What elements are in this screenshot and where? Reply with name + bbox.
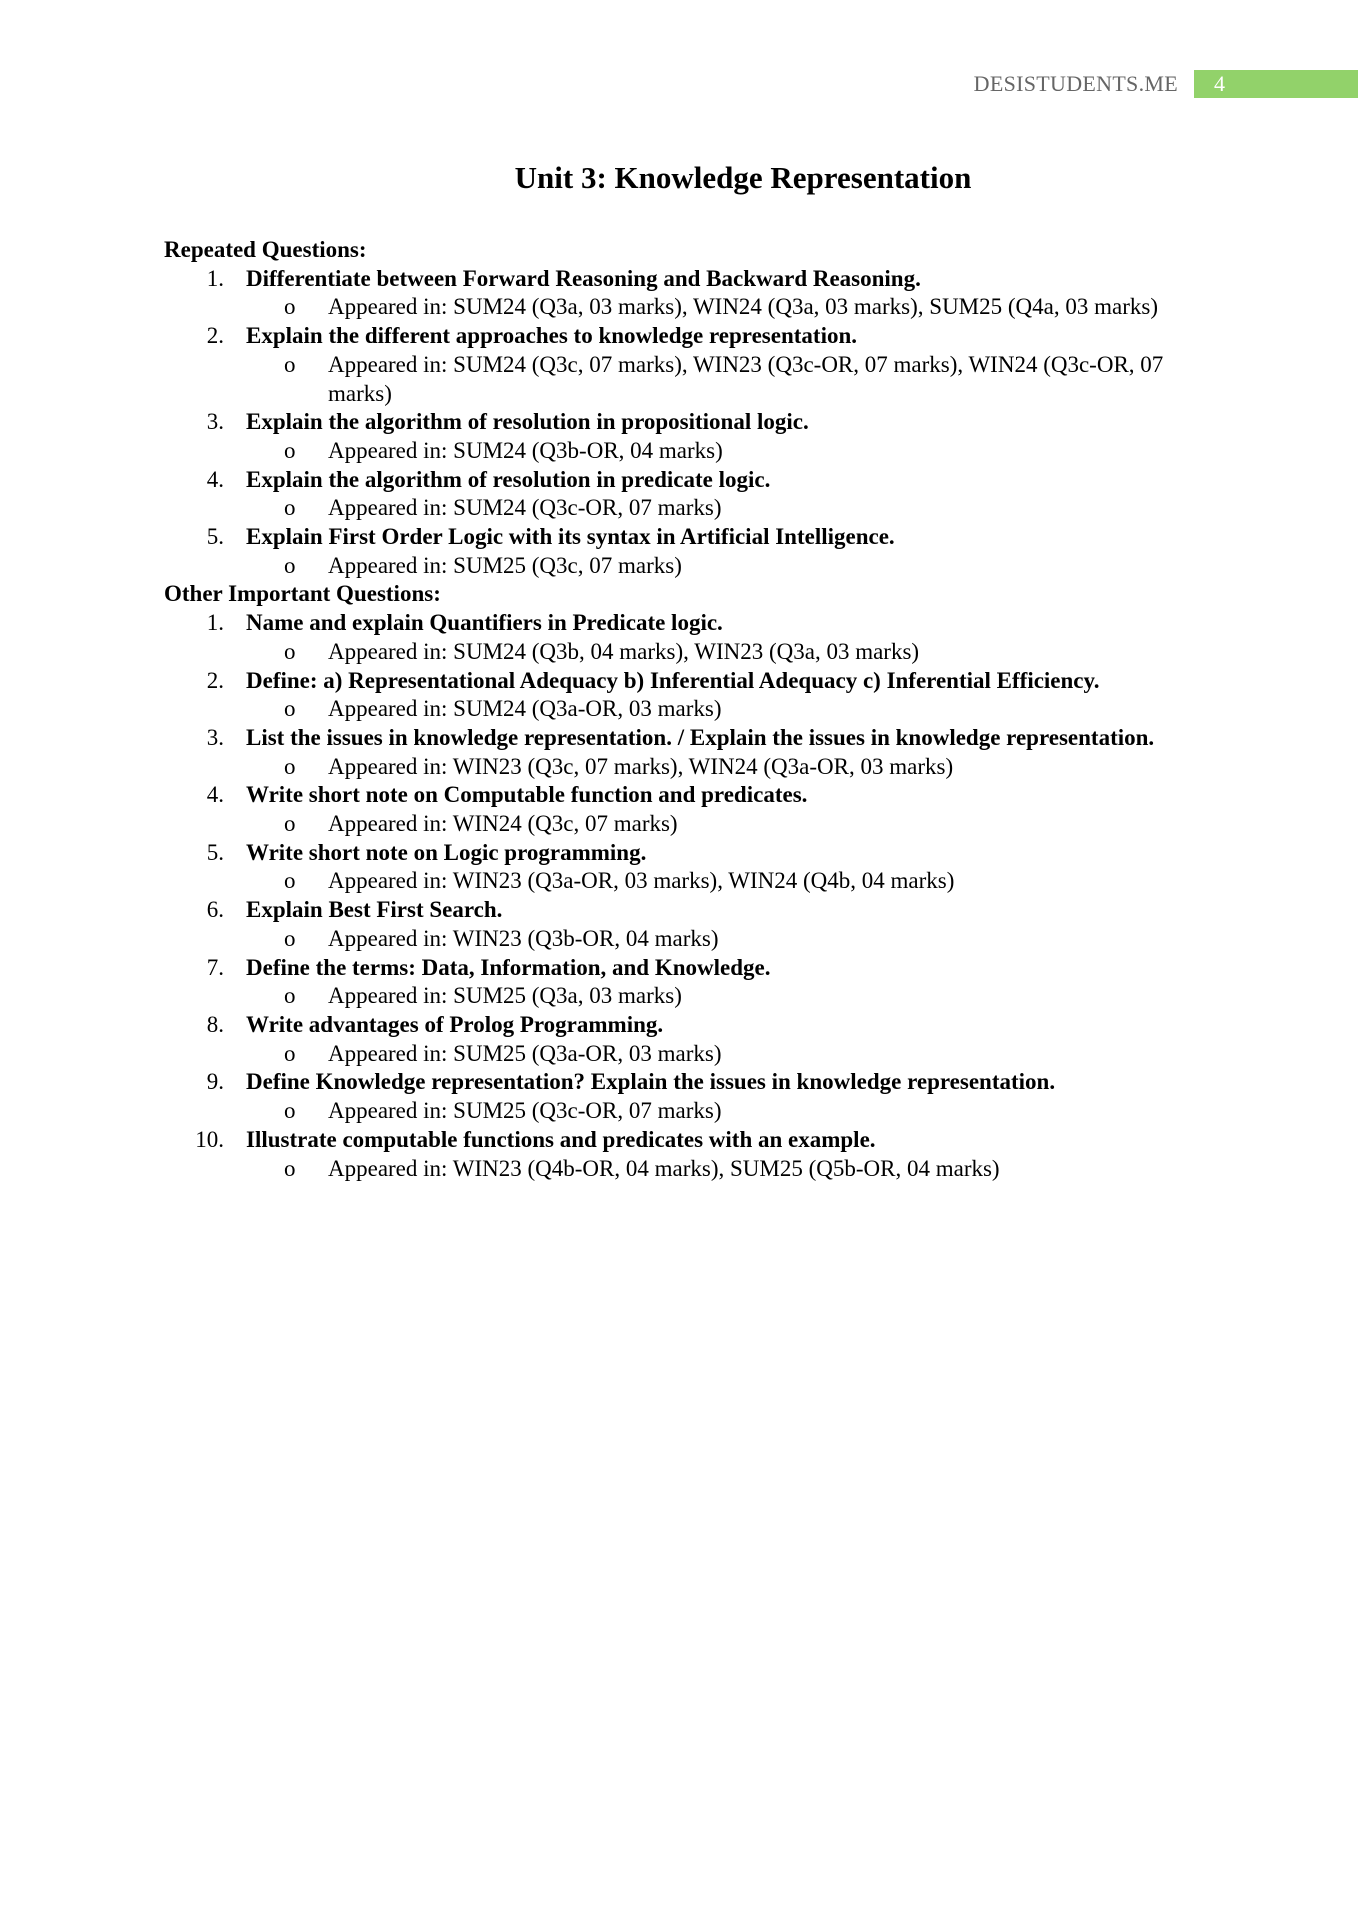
question-row xyxy=(164,667,1214,696)
question-item xyxy=(164,1068,1214,1125)
appeared-in-row xyxy=(164,753,1214,782)
appeared-in-text: Appeared in: WIN23 (Q4b-OR, 04 marks), SUM25 (Q5b-OR, 04 marks) xyxy=(328,1155,1000,1181)
question-item xyxy=(164,265,1214,322)
bullet-icon: o xyxy=(284,868,296,894)
question-item xyxy=(164,896,1214,953)
question-text: Name and explain Quantifiers in Predicate logic. xyxy=(246,610,723,636)
question-row xyxy=(164,523,1214,552)
appeared-in-text: Appeared in: SUM25 (Q3c-OR, 07 marks) xyxy=(328,1098,722,1124)
appeared-in-row xyxy=(164,494,1214,523)
appeared-in-text: Appeared in: SUM24 (Q3b, 04 marks), WIN23 (Q3a, 03 marks) xyxy=(328,638,920,664)
question-row xyxy=(164,466,1214,495)
appeared-in-text: Appeared in: SUM24 (Q3c-OR, 07 marks) xyxy=(328,495,722,521)
question-row xyxy=(164,724,1214,753)
question-number: 2. xyxy=(206,323,224,349)
question-number: 8. xyxy=(206,1011,224,1037)
appeared-in-row xyxy=(164,1097,1214,1126)
appeared-in-row xyxy=(164,351,1214,408)
question-text: Define the terms: Data, Information, and Knowledge. xyxy=(246,954,771,980)
bullet-icon: o xyxy=(284,1155,296,1181)
page-number: 4 xyxy=(1194,70,1358,98)
question-number: 4. xyxy=(206,466,224,492)
appeared-in-text: Appeared in: SUM24 (Q3b-OR, 04 marks) xyxy=(328,437,723,463)
question-row xyxy=(164,265,1214,294)
question-item xyxy=(164,466,1214,523)
question-text: Illustrate computable functions and predicates with an example. xyxy=(246,1126,876,1152)
bullet-icon: o xyxy=(284,495,296,521)
bullet-icon: o xyxy=(284,696,296,722)
question-row xyxy=(164,1126,1214,1155)
question-text: Write short note on Logic programming. xyxy=(246,839,647,865)
appeared-in-text: Appeared in: SUM24 (Q3a, 03 marks), WIN24 (Q3a, 03 marks), SUM25 (Q4a, 03 marks) xyxy=(328,294,1158,320)
bullet-icon: o xyxy=(284,983,296,1009)
appeared-in-text: Appeared in: SUM25 (Q3c, 07 marks) xyxy=(328,552,682,578)
question-text: List the issues in knowledge representation. / Explain the issues in knowledge representation. xyxy=(246,724,1155,750)
appeared-in-row xyxy=(164,982,1214,1011)
appeared-in-row xyxy=(164,925,1214,954)
appeared-in-row xyxy=(164,695,1214,724)
site-name: DESISTUDENTS.ME xyxy=(973,71,1178,96)
question-item xyxy=(164,839,1214,896)
question-number: 7. xyxy=(206,954,224,980)
question-list xyxy=(164,236,1214,1183)
question-item xyxy=(164,954,1214,1011)
bullet-icon: o xyxy=(284,925,296,951)
appeared-in-text: Appeared in: WIN23 (Q3c, 07 marks), WIN24 (Q3a-OR, 03 marks) xyxy=(328,753,954,779)
question-number: 4. xyxy=(206,782,224,808)
question-list-section xyxy=(164,265,1214,581)
appeared-in-text: Appeared in: SUM25 (Q3a-OR, 03 marks) xyxy=(328,1040,722,1066)
appeared-in-row xyxy=(164,1040,1214,1069)
question-text: Explain Best First Search. xyxy=(246,897,503,923)
bullet-icon: o xyxy=(284,753,296,779)
appeared-in-row xyxy=(164,810,1214,839)
appeared-in-text: Appeared in: WIN23 (Q3a-OR, 03 marks), WIN24 (Q4b, 04 marks) xyxy=(328,868,955,894)
bullet-icon: o xyxy=(284,1040,296,1066)
question-row xyxy=(164,322,1214,351)
question-number: 1. xyxy=(206,610,224,636)
appeared-in-text: Appeared in: SUM24 (Q3a-OR, 03 marks) xyxy=(328,696,722,722)
question-item xyxy=(164,724,1214,781)
question-item xyxy=(164,523,1214,580)
appeared-in-row xyxy=(164,437,1214,466)
question-row xyxy=(164,1068,1214,1097)
question-item xyxy=(164,408,1214,465)
bullet-icon: o xyxy=(284,552,296,578)
question-row xyxy=(164,781,1214,810)
question-text: Explain the different approaches to knowledge representation. xyxy=(246,323,858,349)
question-number: 3. xyxy=(206,724,224,750)
page-title: Unit 3: Knowledge Representation xyxy=(514,160,972,195)
appeared-in-text: Appeared in: SUM25 (Q3a, 03 marks) xyxy=(328,983,682,1009)
appeared-in-row xyxy=(164,293,1214,322)
question-text: Explain First Order Logic with its syntax in Artificial Intelligence. xyxy=(246,524,895,550)
appeared-in-row xyxy=(164,867,1214,896)
question-row xyxy=(164,954,1214,983)
question-number: 5. xyxy=(206,524,224,550)
question-item xyxy=(164,322,1214,408)
appeared-in-row xyxy=(164,1155,1214,1184)
question-text: Explain the algorithm of resolution in predicate logic. xyxy=(246,466,771,492)
question-row xyxy=(164,896,1214,925)
section-heading: Repeated Questions: xyxy=(164,237,367,262)
bullet-icon: o xyxy=(284,437,296,463)
bullet-icon: o xyxy=(284,351,296,377)
question-text: Differentiate between Forward Reasoning and Backward Reasoning. xyxy=(246,265,921,291)
question-text: Define: a) Representational Adequacy b) Inferential Adequacy c) Inferential Efficiency. xyxy=(246,667,1100,693)
appeared-in-row xyxy=(164,638,1214,667)
bullet-icon: o xyxy=(284,638,296,664)
bullet-icon: o xyxy=(284,294,296,320)
question-text: Write short note on Computable function and predicates. xyxy=(246,782,808,808)
question-number: 2. xyxy=(206,667,224,693)
question-number: 5. xyxy=(206,839,224,865)
question-number: 9. xyxy=(206,1069,224,1095)
question-number: 6. xyxy=(206,897,224,923)
question-number: 10. xyxy=(195,1126,224,1152)
page-header xyxy=(974,70,1358,98)
question-text: Write advantages of Prolog Programming. xyxy=(246,1011,664,1037)
appeared-in-row xyxy=(164,552,1214,581)
question-text: Explain the algorithm of resolution in propositional logic. xyxy=(246,409,809,435)
question-row xyxy=(164,1011,1214,1040)
question-number: 1. xyxy=(206,265,224,291)
question-item xyxy=(164,1126,1214,1183)
question-number: 3. xyxy=(206,409,224,435)
appeared-in-text: Appeared in: WIN23 (Q3b-OR, 04 marks) xyxy=(328,925,719,951)
question-item xyxy=(164,609,1214,666)
question-item xyxy=(164,1011,1214,1068)
question-item xyxy=(164,667,1214,724)
question-item xyxy=(164,781,1214,838)
section-heading: Other Important Questions: xyxy=(164,581,441,607)
question-row xyxy=(164,408,1214,437)
question-row xyxy=(164,609,1214,638)
bullet-icon: o xyxy=(284,811,296,837)
question-text: Define Knowledge representation? Explain the issues in knowledge representation. xyxy=(246,1069,1056,1095)
question-list-section xyxy=(164,609,1214,1183)
question-row xyxy=(164,839,1214,868)
bullet-icon: o xyxy=(284,1098,296,1124)
appeared-in-text: Appeared in: WIN24 (Q3c, 07 marks) xyxy=(328,811,678,837)
appeared-in-text: Appeared in: SUM24 (Q3c, 07 marks), WIN23 (Q3c-OR, 07 marks), WIN24 (Q3c-OR, 07 marks) xyxy=(328,351,1164,406)
